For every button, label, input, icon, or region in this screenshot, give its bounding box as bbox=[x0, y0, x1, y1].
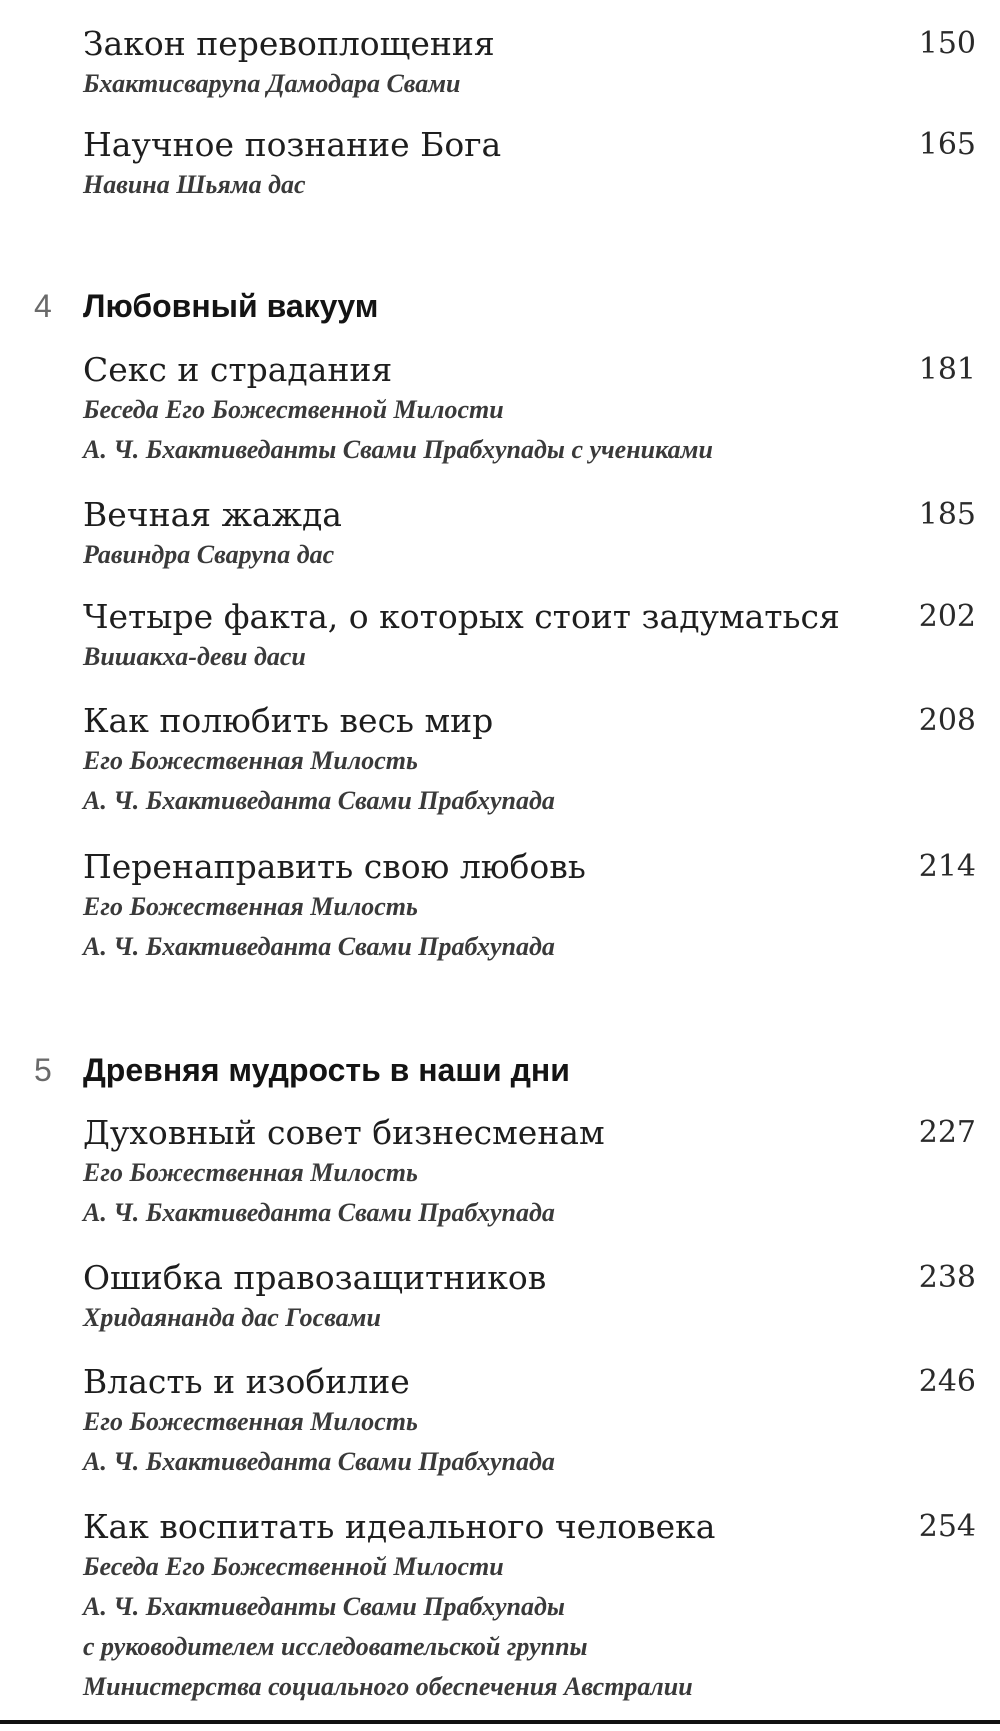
toc-entry[interactable] bbox=[83, 701, 983, 821]
chapter-title: Любовный вакуум bbox=[83, 288, 379, 324]
entry-page-number: 238 bbox=[918, 1260, 976, 1295]
toc-entry[interactable] bbox=[83, 1113, 983, 1233]
entry-page-number: 227 bbox=[918, 1115, 976, 1150]
entry-author: Бхактисварупа Дамодара Свами bbox=[83, 69, 461, 98]
toc-entry[interactable] bbox=[83, 847, 983, 967]
entry-author: А. Ч. Бхактиведанты Свами Прабхупады с учениками bbox=[83, 435, 713, 464]
toc-entry[interactable] bbox=[83, 597, 983, 677]
entry-page-number: 208 bbox=[918, 703, 976, 738]
entry-title: Ошибка правозащитников bbox=[83, 1258, 547, 1297]
toc-entry[interactable] bbox=[83, 495, 983, 575]
toc-entry[interactable] bbox=[83, 1258, 983, 1338]
bottom-rule bbox=[0, 1720, 1000, 1724]
entry-author: А. Ч. Бхактиведанта Свами Прабхупада bbox=[83, 932, 555, 961]
entry-title: Секс и страдания bbox=[83, 350, 393, 389]
toc-entry[interactable] bbox=[83, 1507, 983, 1707]
entry-author: Вишакха-деви даси bbox=[83, 642, 306, 671]
entry-page-number: 254 bbox=[918, 1509, 976, 1544]
entry-page-number: 150 bbox=[918, 26, 976, 61]
entry-title: Как полюбить весь мир bbox=[83, 701, 494, 740]
entry-title: Вечная жажда bbox=[83, 495, 342, 534]
entry-author: Министерства социального обеспечения Австралии bbox=[83, 1672, 693, 1701]
chapter-heading[interactable] bbox=[34, 284, 934, 328]
entry-author: Равиндра Сварупа дас bbox=[83, 540, 335, 569]
entry-page-number: 185 bbox=[918, 497, 976, 532]
entry-author: Его Божественная Милость bbox=[83, 892, 418, 921]
chapter-number: 5 bbox=[34, 1052, 52, 1088]
entry-page-number: 246 bbox=[918, 1364, 976, 1399]
entry-author: Его Божественная Милость bbox=[83, 1158, 418, 1187]
entry-author: А. Ч. Бхактиведанты Свами Прабхупады bbox=[83, 1592, 565, 1621]
entry-author: с руководителем исследовательской группы bbox=[83, 1632, 588, 1661]
entry-title: Перенаправить свою любовь bbox=[83, 847, 586, 886]
entry-title: Власть и изобилие bbox=[83, 1362, 410, 1401]
entry-author: А. Ч. Бхактиведанта Свами Прабхупада bbox=[83, 1447, 555, 1476]
chapter-number: 4 bbox=[34, 288, 52, 324]
toc-entry[interactable] bbox=[83, 350, 983, 470]
chapter-title: Древняя мудрость в наши дни bbox=[83, 1052, 570, 1088]
entry-title: Научное познание Бога bbox=[83, 125, 502, 164]
entry-author: Хридаянанда дас Госвами bbox=[83, 1303, 381, 1332]
entry-page-number: 165 bbox=[918, 127, 976, 162]
entry-author: Беседа Его Божественной Милости bbox=[83, 1552, 504, 1581]
entry-title: Как воспитать идеального человека bbox=[83, 1507, 716, 1546]
entry-page-number: 202 bbox=[918, 599, 976, 634]
entry-page-number: 181 bbox=[918, 352, 976, 387]
entry-author: Его Божественная Милость bbox=[83, 746, 418, 775]
entry-author: Навина Шьяма дас bbox=[83, 170, 306, 199]
entry-author: Его Божественная Милость bbox=[83, 1407, 418, 1436]
toc-entry[interactable] bbox=[83, 24, 983, 104]
toc-entry[interactable] bbox=[83, 1362, 983, 1482]
entry-author: Беседа Его Божественной Милости bbox=[83, 395, 504, 424]
entry-title: Закон перевоплощения bbox=[83, 24, 495, 63]
chapter-heading[interactable] bbox=[34, 1048, 934, 1092]
entry-author: А. Ч. Бхактиведанта Свами Прабхупада bbox=[83, 786, 555, 815]
entry-author: А. Ч. Бхактиведанта Свами Прабхупада bbox=[83, 1198, 555, 1227]
toc-entry[interactable] bbox=[83, 125, 983, 205]
entry-title: Четыре факта, о которых стоит задуматься bbox=[83, 597, 840, 636]
entry-page-number: 214 bbox=[918, 849, 976, 884]
entry-title: Духовный совет бизнесменам bbox=[83, 1113, 605, 1152]
